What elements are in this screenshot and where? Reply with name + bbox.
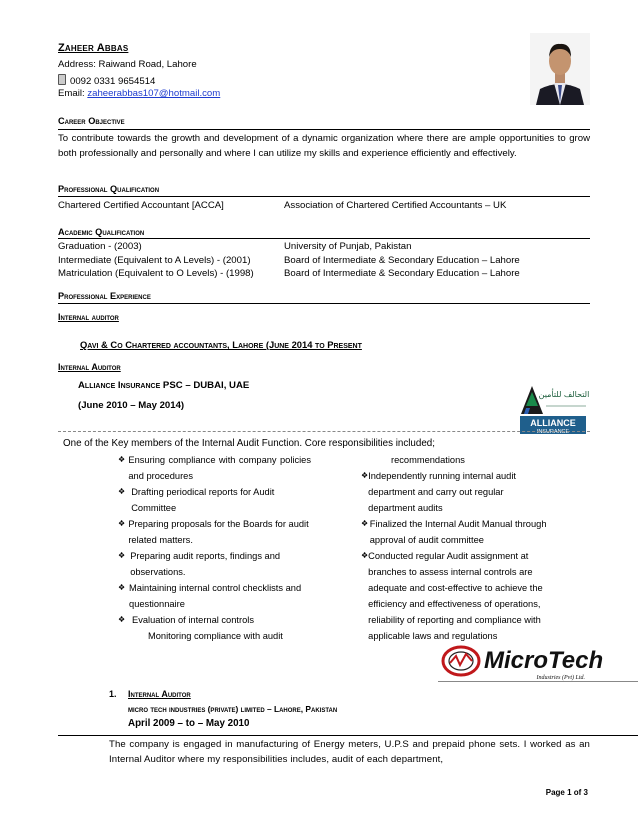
address: Address: Raiwand Road, Lahore <box>58 59 197 70</box>
divider <box>438 681 638 682</box>
divider <box>58 238 590 239</box>
alliance-insurance-logo <box>518 380 588 436</box>
resume-name: Zaheer Abbas <box>58 42 129 54</box>
job3-number: 1. <box>109 689 117 699</box>
bullet-item: ❖ Independently running internal audit department and carry out regular department audits <box>361 468 553 516</box>
bullet-item: ❖ Conducted regular Audit assignment at branches to assess internal controls are adequate and cost-effective to achieve the efficiency and effectiveness of operations, reliability of reporting and compliance with applicable laws and regulations <box>361 548 553 644</box>
career-objective-text: To contribute towards the growth and development of a dynamic organization where there are ample opportunities to grow both professionally and personally and where I can utilize my skills and experience efficiently and effectively. <box>58 133 590 159</box>
email-link[interactable]: zaheerabbas107@hotmail.com <box>87 88 221 99</box>
diamond-bullet-icon: ❖ <box>118 455 126 464</box>
academic-institution: Board of Intermediate & Secondary Education – Lahore <box>284 254 520 266</box>
job2-title: Internal Auditor <box>58 362 121 372</box>
job2-left-bullets <box>118 452 311 644</box>
bullet-item: ❖ Preparing audit reports, findings and observations. <box>118 548 311 580</box>
diamond-bullet-icon: ❖ <box>361 551 369 560</box>
bullet-item: ❖ Evaluation of internal controls <box>118 612 311 628</box>
alliance-text: ALLIANCE <box>530 418 576 428</box>
microtech-text: MicroTech <box>484 647 604 674</box>
diamond-bullet-icon: ❖ <box>118 487 126 496</box>
insurance-text: INSURANCE <box>536 429 570 435</box>
alliance-arabic-text: التحالف للتأمين <box>538 390 590 399</box>
academic-row <box>58 240 590 254</box>
email-line <box>58 88 220 99</box>
bullet-item: ❖ Preparing proposals for the Boards for audit related matters. <box>118 516 311 548</box>
page-number: Page 1 of 3 <box>545 788 588 797</box>
bullet-item: ❖ Ensuring compliance with company policies and procedures <box>118 452 311 484</box>
job2-right-bullets <box>361 452 553 644</box>
qualification-row <box>58 199 590 213</box>
email-label: Email: <box>58 88 85 99</box>
academic-institution: University of Punjab, Pakistan <box>284 241 412 252</box>
academic-institution: Board of Intermediate & Secondary Education – Lahore <box>284 268 520 279</box>
qualification-body: Association of Chartered Certified Accountants – UK <box>284 200 507 211</box>
diamond-bullet-icon: ❖ <box>118 551 126 560</box>
divider <box>58 196 590 197</box>
professional-qualification-heading: Professional Qualification <box>58 184 160 194</box>
bullet-item: ❖ Drafting periodical reports for Audit Committee <box>118 484 311 516</box>
divider <box>58 735 638 736</box>
diamond-bullet-icon: ❖ <box>118 519 126 528</box>
professional-qualification-table <box>58 199 590 213</box>
bullet-item: ❖ Finalized the Internal Audit Manual through approval of audit committee <box>361 516 553 548</box>
job1-title: Internal auditor <box>58 312 119 322</box>
professional-experience-heading: Professional Experience <box>58 291 151 301</box>
phone-line <box>58 74 155 87</box>
academic-row <box>58 267 590 281</box>
job3-period: April 2009 – to – May 2010 <box>128 718 250 729</box>
diamond-bullet-icon: ❖ <box>118 583 126 592</box>
phone-icon <box>58 74 66 85</box>
academic-degree: Intermediate (Equivalent to A Levels) - (2001) <box>58 254 251 266</box>
qualification-title: Chartered Certified Accountant [ACCA] <box>58 200 224 211</box>
job3-title: Internal Auditor <box>128 689 191 699</box>
academic-row <box>58 254 590 268</box>
job2-intro: One of the Key members of the Internal Audit Function. Core responsibilities included; <box>63 438 435 449</box>
divider <box>58 129 590 130</box>
divider <box>58 303 590 304</box>
job3-company: micro tech industries (private) limited – Lahore, Pakistan <box>128 704 338 714</box>
job2-period: (June 2010 – May 2014) <box>78 400 185 411</box>
academic-degree: Graduation - (2003) <box>58 241 142 252</box>
academic-qualification-heading: Academic Qualification <box>58 227 145 237</box>
job3-description: The company is engaged in manufacturing of Energy meters, U.P.S and prepaid phone sets. I worked as an Internal Auditor where my responsibilities includes, audit of each department, <box>109 739 590 765</box>
diamond-bullet-icon: ❖ <box>361 519 369 528</box>
profile-photo <box>530 33 590 105</box>
bullet-item: ❖ Maintaining internal control checklists and questionnaire <box>118 580 311 612</box>
microtech-subtext: Industries (Pvt) Ltd. <box>536 675 585 681</box>
academic-degree: Matriculation (Equivalent to O Levels) - (1998) <box>58 268 254 279</box>
academic-qualification-table <box>58 240 590 281</box>
phone-number: 0092 0331 9654514 <box>70 76 156 87</box>
microtech-logo <box>440 641 604 683</box>
bullet-continuation: recommendations <box>391 455 465 465</box>
diamond-bullet-icon: ❖ <box>361 471 369 480</box>
bullet-continuation: Monitoring compliance with audit <box>148 631 283 641</box>
job1-company: Qavi & Co Chartered accountants, Lahore (June 2014 to Present <box>80 339 362 350</box>
diamond-bullet-icon: ❖ <box>118 615 126 624</box>
dashed-divider <box>58 431 590 433</box>
career-objective-heading: Career Objective <box>58 116 125 126</box>
job2-company: Alliance Insurance PSC – DUBAI, UAE <box>78 380 250 391</box>
